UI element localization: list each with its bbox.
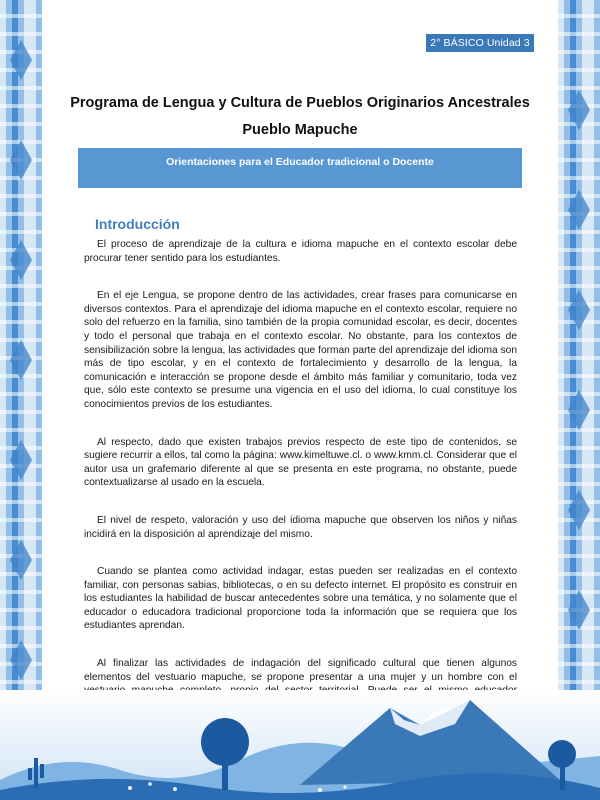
- paragraph-5: Cuando se plantea como actividad indagar, estas pueden ser realizadas en el contexto familiar, con personas sabias, bibliotecas, o en su defecto internet. El propósito es construir en los estudiantes la habilidad de buscar antecedentes sobre una temática, y no solamente que el educador o educadora tradicional proporcione toda la información que se requiera que los estudiantes aprendan.: [84, 566, 517, 632]
- section-heading: Introducción: [95, 216, 180, 232]
- body-text: [84, 238, 517, 749]
- orientation-band: Orientaciones para el Educador tradicional o Docente: [78, 148, 522, 188]
- paragraph-3: Al respecto, dado que existen trabajos previos respecto de este tipo de contenidos, se sugiere recurrir a ellos, tal como la página: www.kimeltuwe.cl. o www.kmm.cl. Considerar que el autor usa un grafemario diferente al que se presenta en este programa, no obstante, puede contextualizarse al usado en la escuela.: [84, 436, 517, 489]
- left-decorative-border: [0, 0, 42, 735]
- right-decorative-border: [558, 0, 600, 735]
- program-title: Programa de Lengua y Cultura de Pueblos Originarios Ancestrales: [70, 95, 530, 111]
- paragraph-1: El proceso de aprendizaje de la cultura e idioma mapuche en el contexto escolar debe procurar tener sentido para los estudiantes.: [84, 239, 517, 264]
- paragraph-6: Al finalizar las actividades de indagación del significado cultural que tienen algunos elementos del vestuario mapuche, se propone presentar a una mujer y un hombre con el: [84, 658, 517, 683]
- landscape-illustration: [0, 690, 600, 800]
- people-title: Pueblo Mapuche: [242, 122, 358, 138]
- paragraph-2: En el eje Lengua, se propone dentro de las actividades, crear frases para comunicarse en diversos contextos. Para el aprendizaje del idioma mapuche en el contexto escolar, requiere no solo del refuerzo en la familia, sino también de la propia comunidad escolar, es decir, docentes y todo el personal que trabaja en el contexto escolar. No obstante, para los contextos de sensibilización sobre la lengua, las actividades que forman parte del aprendizaje del idioma son más de tipo escolar, y en el contexto de fortalecimiento y desarrollo de la lengua, la comunicación e interacción se propone desde el ámbito más familiar y comunitario, toda vez que, sólo este contexto se presume una vigencia en el uso del idioma, lo cual constituye los conocimientos previos de los estudiantes.: [84, 290, 517, 410]
- unit-badge: 2° BÁSICO Unidad 3: [426, 34, 534, 52]
- paragraph-4: El nivel de respeto, valoración y uso del idioma mapuche que observen los niños y niñas incidirá en la disposición al aprendizaje del mismo.: [84, 514, 517, 540]
